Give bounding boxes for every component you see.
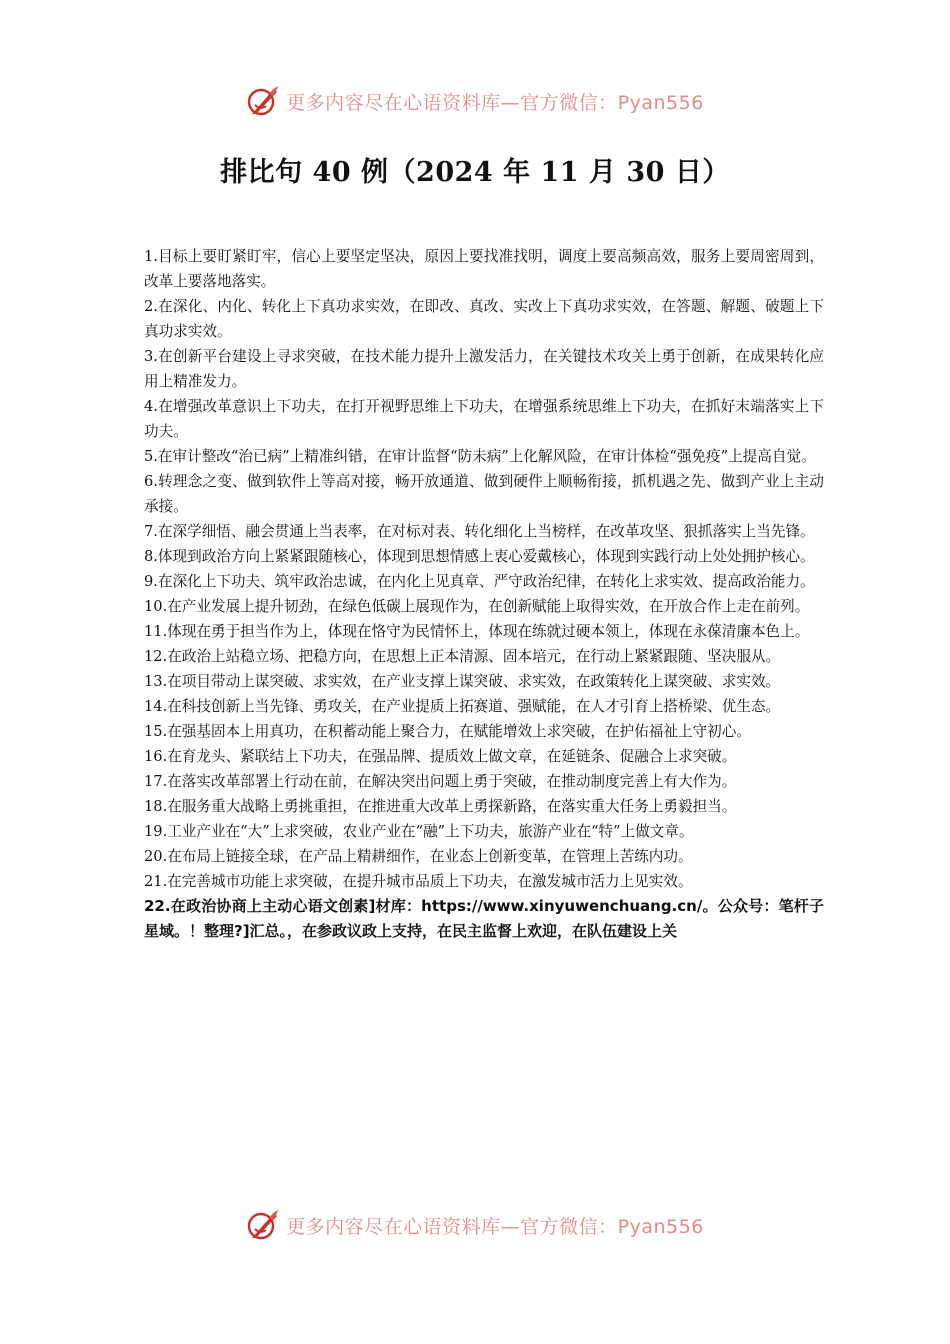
document-body xyxy=(144,244,824,944)
list-item: 13.在项目带动上谋突破、求实效，在产业支撑上谋突破、求实效，在政策转化上谋突破、求实效。 xyxy=(144,673,781,690)
list-item: 2.在深化、内化、转化上下真功求实效，在即改、真改、实改上下真功求实效，在答题、解题、破题上下真功求实效。 xyxy=(144,298,824,340)
list-item: 9.在深化上下功夫、筑牢政治忠诚，在内化上见真章、严守政治纪律，在转化上求实效、提高政治能力。 xyxy=(144,573,815,590)
list-item: 7.在深学细悟、融会贯通上当表率，在对标对表、转化细化上当榜样，在改革攻坚、狠抓落实上当先锋。 xyxy=(144,523,815,540)
page-title: 排比句 40 例（2024 年 11 月 30 日） xyxy=(220,157,730,188)
list-item: 15.在强基固本上用真功，在积蓄动能上聚合力，在赋能增效上求突破，在护佑福祉上守初心。 xyxy=(144,723,751,740)
list-item: 1.目标上要盯紧盯牢，信心上要坚定坚决，原因上要找准找明，调度上要高频高效，服务上要周密周到，改革上要落地落实。 xyxy=(144,248,824,290)
list-item: 18.在服务重大战略上勇挑重担，在推进重大改革上勇探新路，在落实重大任务上勇毅担当。 xyxy=(144,798,737,815)
header-banner xyxy=(0,84,950,118)
header-banner-text: 更多内容尽在心语资料库—官方微信：Pyan556 xyxy=(286,91,704,114)
list-item: 5.在审计整改“治已病”上精准纠错，在审计监督“防未病”上化解风险，在审计体检“强免疫”上提高自觉。 xyxy=(144,448,816,465)
footer-banner-text: 更多内容尽在心语资料库—官方微信：Pyan556 xyxy=(286,1215,704,1238)
quill-pen-logo-icon xyxy=(246,1208,280,1242)
list-item: 17.在落实改革部署上行动在前，在解决突出问题上勇于突破，在推动制度完善上有大作为。 xyxy=(144,773,737,790)
list-item: 8.体现到政治方向上紧紧跟随核心，体现到思想情感上衷心爱戴核心，体现到实践行动上处处拥护核心。 xyxy=(144,548,815,565)
quill-pen-logo-icon xyxy=(246,84,280,118)
list-item: 14.在科技创新上当先锋、勇攻关，在产业提质上拓赛道、强赋能，在人才引育上搭桥梁、优生态。 xyxy=(144,698,781,715)
list-item: 4.在增强改革意识上下功夫，在打开视野思维上下功夫，在增强系统思维上下功夫，在抓好末端落实上下功夫。 xyxy=(144,398,824,440)
list-item: 21.在完善城市功能上求突破，在提升城市品质上下功夫，在激发城市活力上见实效。 xyxy=(144,873,693,890)
list-item: 3.在创新平台建设上寻求突破，在技术能力提升上激发活力，在关键技术攻关上勇于创新，在成果转化应用上精准发力。 xyxy=(144,348,824,390)
list-item: 20.在布局上链接全球，在产品上精耕细作，在业态上创新变革，在管理上苦练内功。 xyxy=(144,848,693,865)
list-item: 12.在政治上站稳立场、把稳方向，在思想上正本清源、固本培元，在行动上紧紧跟随、坚决服从。 xyxy=(144,648,781,665)
footer-banner xyxy=(0,1208,950,1242)
list-item: 6.转理念之变、做到软件上等高对接，畅开放通道、做到硬件上顺畅衔接，抓机遇之先、做到产业上主动承接。 xyxy=(144,473,824,515)
list-item: 11.体现在勇于担当作为上，体现在恪守为民情怀上，体现在练就过硬本领上，体现在永葆清廉本色上。 xyxy=(144,623,810,640)
list-item: 19.工业产业在“大”上求突破，农业产业在“融”上下功夫，旅游产业在“特”上做文章。 xyxy=(144,823,694,840)
list-item-22: 22.在政治协商上主动心语文创素]材库：https://www.xinyuwenchuang.cn/。公众号：笔杆子星域。！整理?]汇总。，在参政议政上支持，在民主监督上欢迎，在队伍建设上关 xyxy=(144,897,824,940)
list-item: 10.在产业发展上提升韧劲，在绿色低碳上展现作为，在创新赋能上取得实效，在开放合作上走在前列。 xyxy=(144,598,810,615)
list-item: 16.在育龙头、紧联结上下功夫，在强品牌、提质效上做文章，在延链条、促融合上求突破。 xyxy=(144,748,737,765)
